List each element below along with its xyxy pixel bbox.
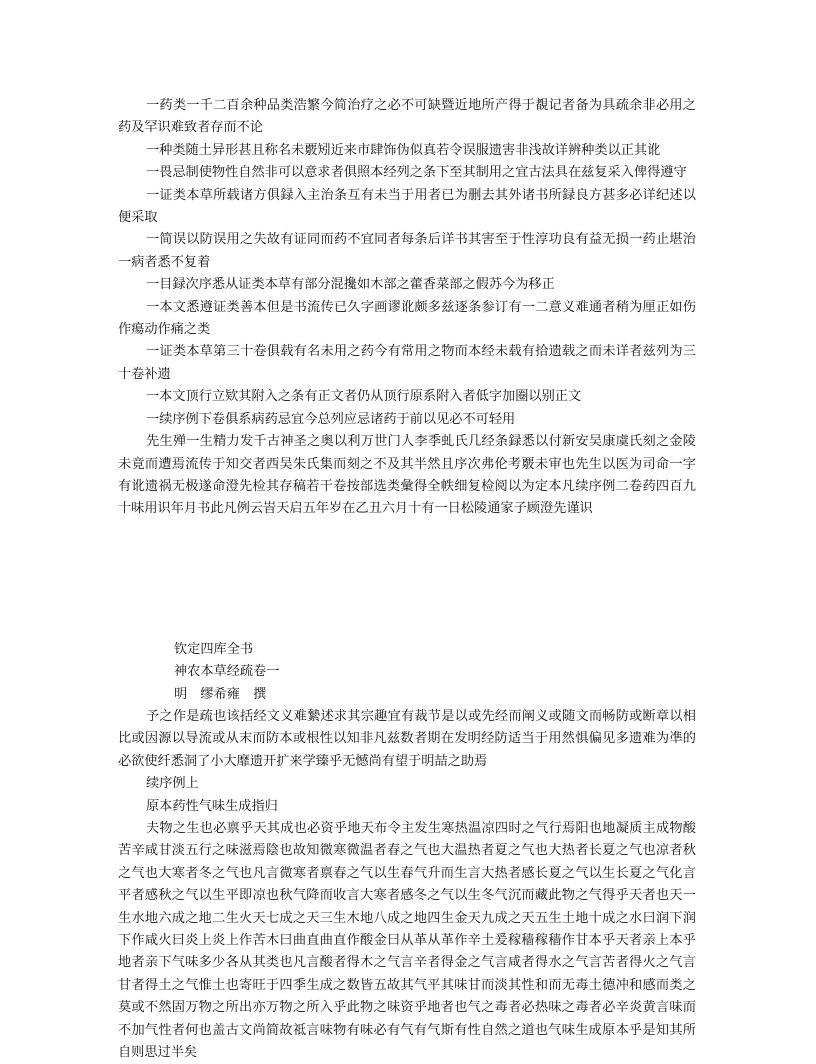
note-paragraph: 一种类随土异形甚且称名未覈矧近来市肆饰伪似真若令误服遗害非浅故详辨种类以正其讹 xyxy=(146,142,661,158)
note-paragraph: 一目録次序悉从证类本草有部分混攙如木部之藿香菜部之假苏今为移正 xyxy=(146,277,555,293)
note-paragraph: 一药类一千二百余种品类浩繁今简治疗之必不可缺暨近地所产得于覩记者备为具疏余非必用之药及罕识难致者存而不论 xyxy=(118,98,696,136)
note-paragraph: 一简误以防误用之失故有证同而药不宜同者每条后详书其害至于性淳功良有益无损一药止堪治一病者悉不复着 xyxy=(118,232,696,270)
body-paragraph: 夫物之生也必禀乎天其成也必资乎地天布令主发生寒热温凉四时之气行焉阳也地凝质主成物酸苦辛咸甘淡五行之味滋焉陰也故知微寒微温者春之气也大温热者夏之气也大热者长夏之气也凉者秋之气也大寒者冬之气也凡言微寒者禀春之气以生春气升而生言大热者感长夏之气以生长夏之气化言平者感秋之气以生平即凉也秋气降而收言大寒者感冬之气以生冬气沉而藏此物之气得乎天者也天一生水地六成之地二生火天七成之天三生木地八成之地四生金天九成之天五生土地十成之水曰润下润下作咸火曰炎上炎上作苦木曰曲直曲直作酸金曰从革从革作辛土爰稼穑稼穑作甘本乎天者亲上本乎地者亲下气味多少各从其类也凡言酸者得木之气言辛者得金之气言咸者得水之气言苦者得火之气言甘者得土之气惟土也寄旺于四季生成之数皆五故其气平其味甘而淡其性和而无毒土德冲和感而类之莫或不然固万物之所出亦万物之所入乎此物之味资乎地者也气之毒者必热味之毒者必辛炎黄言味而不加气性者何也盖古文尚简故祗言味物有味必有气有气斯有性自然之道也气味生成原本乎是知其所自则思过半矣 xyxy=(118,820,696,1061)
note-paragraph: 一证类本草所载诸方俱録入主治条互有未当于用者已为删去其外诸书所録良方甚多必详纪述以便采取 xyxy=(118,187,696,226)
document-page xyxy=(118,95,696,1064)
note-paragraph: 一畏忌制使物性自然非可以意求者俱照本经列之条下至其制用之宜古法具在兹复采入俾得遵守 xyxy=(146,165,687,181)
note-paragraph: 一本文顶行立欵其附入之条有正文者仍从顶行原系附入者低字加圈以别正文 xyxy=(146,389,582,405)
note-paragraph: 一证类本草第三十卷俱载有名未用之药今有常用之物而本经未载有拾遗载之而未详者兹列为三十卷补遗 xyxy=(118,344,696,382)
note-paragraph: 一本文悉遵证类善本但是书流传已久字画谬讹颇多兹逐条参订有一二意义难通者稍为厘正如伤作瘍动作痛之类 xyxy=(118,299,696,338)
section-heading: 续序例上 xyxy=(146,776,199,792)
collection-title: 钦定四库全书 xyxy=(174,641,254,657)
note-paragraph: 一续序例下卷俱系病药忌宜今总列应忌诸药于前以见必不可轻用 xyxy=(146,411,516,427)
preface-paragraph: 予之作是疏也该括经文义难縶述求其宗趣宜有裁节是以或先经而阐义或随文而畅防或断章以相比或因源以导流或从末而防本或根性以知非凡兹数者期在发明经防适当于用然惧偏见多遗难为凖的必欲使纤悉洞了小大靡遗开扩来学臻乎无憾尚有望于明喆之助焉 xyxy=(118,708,696,769)
section-heading: 原本药性气味生成指归 xyxy=(146,798,278,814)
editorial-notes xyxy=(118,95,696,521)
volume-title: 神农本草经疏卷一 xyxy=(174,664,280,680)
volume-header xyxy=(118,639,696,706)
volume-body xyxy=(118,706,696,1064)
postscript-paragraph: 先生殚一生精力发千古神圣之奥以利万世门人李季虬氏几经条録悉以付新安吴康虞氏刻之金陵未竟而遭焉流传于知交者西吴朱氏集而刻之不及其半然且序次弗伦考覈未审也先生以医为司命一字有讹遗祸无极遂命澄先检其存稿若干卷按部选类彙得全帙细复检阅以为定本凡续序例二卷药四百九十味用识年月书此凡例云峕天启五年岁在乙丑六月十有一日松陵通家子顾澄先谨识 xyxy=(118,434,696,517)
author-line: 明 缪希雍 撰 xyxy=(174,686,267,702)
page-spacer xyxy=(118,521,696,639)
